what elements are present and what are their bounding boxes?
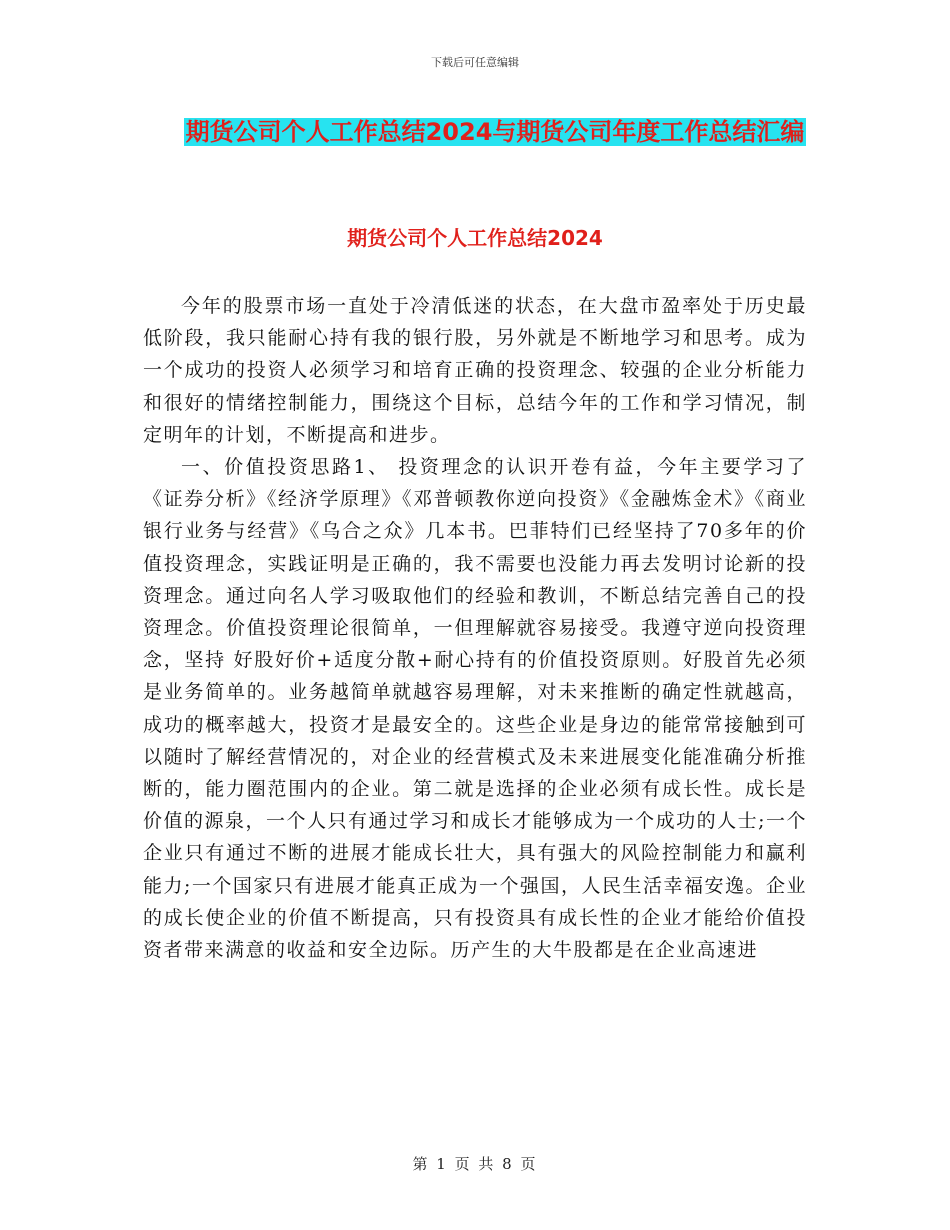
document-title	[150, 112, 840, 152]
section-title: 期货公司个人工作总结2024	[347, 226, 603, 250]
paragraph-1: 今年的股票市场一直处于冷清低迷的状态，在大盘市盈率处于历史最低阶段，我只能耐心持有我的银行股，另外就是不断地学习和思考。成为一个成功的投资人必须学习和培育正确的投资理念、较强的企业分析能力和很好的情绪控制能力，围绕这个目标，总结今年的工作和学习情况，制定明年的计划，不断提高和进步。	[143, 295, 807, 446]
header-note: 下载后可任意编辑	[431, 56, 519, 69]
paragraph-2: 一、价值投资思路1、 投资理念的认识开卷有益，今年主要学习了《证券分析》《经济学原理》《邓普顿教你逆向投资》《金融炼金术》《商业银行业务与经营》《乌合之众》几本书。巴菲特们已经坚持了70多年的价值投资理念，实践证明是正确的，我不需要也没能力再去发明讨论新的投资理念。通过向名人学习吸取他们的经验和教训，不断总结完善自己的投资理念。价值投资理论很简单，一但理解就容易接受。我遵守逆向投资理念，坚持 好股好价+适度分散+耐心持有的价值投资原则。好股首先必须是业务简单的。业务越简单就越容易理解，对未来推断的确定性就越高，成功的概率越大，投资才是最安全的。这些企业是身边的能常常接触到可以随时了解经营情况的，对企业的经营模式及未来进展变化能准确分析推断的，能力圈范围内的企业。第二就是选择的企业必须有成长性。成长是价值的源泉，一个人只有通过学习和成长才能够成为一个成功的人士;一个企业只有通过不断的进展才能成长壮大，具有强大的风险控制能力和赢利能力;一个国家只有进展才能真正成为一个强国，人民生活幸福安逸。企业的成长使企业的价值不断提高，只有投资具有成长性的企业才能给价值投资者带来满意的收益和安全边际。历产生的大牛股都是在企业高速进	[143, 456, 807, 962]
document-body	[143, 290, 807, 966]
document-title-text: 期货公司个人工作总结2024与期货公司年度工作总结汇编	[185, 118, 805, 146]
page-number: 第 1 页 共 8 页	[412, 1155, 538, 1173]
